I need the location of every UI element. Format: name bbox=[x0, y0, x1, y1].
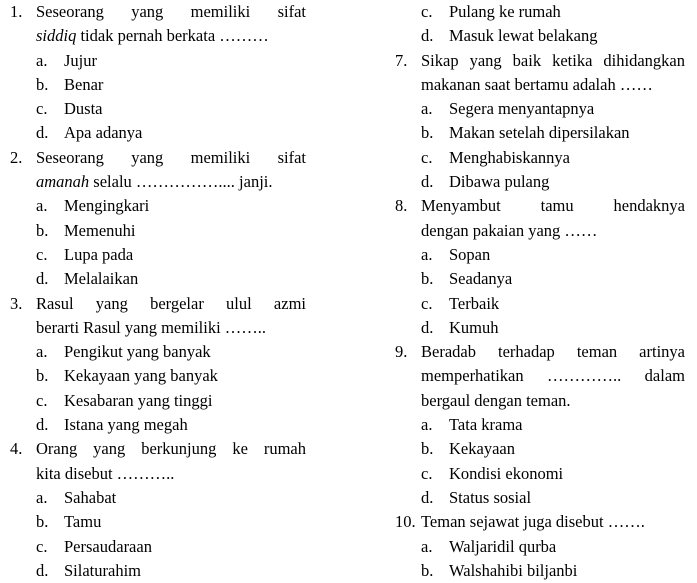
option-letter: d. bbox=[421, 172, 434, 192]
option-letter: b. bbox=[421, 560, 434, 580]
question-9-option-b[interactable] bbox=[395, 437, 685, 461]
question-9-option-a[interactable] bbox=[395, 413, 685, 437]
option-text: Makan setelah dipersilakan bbox=[449, 123, 630, 143]
question-3-option-d[interactable] bbox=[10, 413, 306, 437]
option-text: Masuk lewat belakang bbox=[449, 26, 598, 46]
question-2-text-2: selalu …………….... janji. bbox=[89, 172, 273, 192]
option-letter: b. bbox=[421, 123, 434, 143]
option-text: Kumuh bbox=[449, 317, 499, 337]
option-letter: c. bbox=[36, 244, 48, 264]
question-3-number: 3. bbox=[10, 293, 23, 313]
option-text: Seadanya bbox=[449, 269, 513, 289]
right-column bbox=[395, 0, 685, 583]
option-letter: b. bbox=[36, 512, 49, 532]
question-9-text-1: Beradab terhadap teman artinya bbox=[421, 342, 685, 362]
option-letter: a. bbox=[421, 99, 433, 119]
option-text: Benar bbox=[64, 74, 104, 94]
question-7-text-2: makanan saat bertamu adalah …… bbox=[421, 74, 653, 94]
option-text: Istana yang megah bbox=[64, 415, 188, 435]
question-2-italic-term: amanah bbox=[36, 172, 90, 192]
option-letter: a. bbox=[36, 487, 48, 507]
question-4-option-a[interactable] bbox=[10, 486, 306, 510]
option-text: Lupa pada bbox=[64, 244, 134, 264]
option-letter: a. bbox=[36, 50, 48, 70]
option-letter: b. bbox=[36, 366, 49, 386]
option-text: Dusta bbox=[64, 99, 103, 119]
option-text: Terbaik bbox=[449, 293, 500, 313]
option-letter: a. bbox=[421, 244, 433, 264]
question-9-text-2: memperhatikan ………….. dalam bbox=[421, 366, 685, 386]
option-letter: d. bbox=[36, 123, 49, 143]
option-letter: d. bbox=[36, 415, 49, 435]
question-6-option-c[interactable] bbox=[395, 0, 685, 24]
question-4-line-1 bbox=[10, 437, 306, 461]
question-8-option-a[interactable] bbox=[395, 243, 685, 267]
option-text: Tamu bbox=[64, 512, 102, 532]
question-10-text-1: Teman sejawat juga disebut ……. bbox=[421, 512, 645, 532]
question-3-line-2 bbox=[10, 316, 266, 340]
question-7-number: 7. bbox=[395, 50, 408, 70]
question-1-text-1: Seseorang yang memiliki sifat bbox=[36, 2, 306, 21]
question-8-line-1 bbox=[395, 194, 685, 218]
question-1-option-d[interactable] bbox=[10, 121, 306, 145]
question-1-option-c[interactable] bbox=[10, 97, 306, 121]
option-text: Status sosial bbox=[449, 487, 532, 507]
question-9-line-3 bbox=[395, 389, 571, 413]
question-1-option-a[interactable] bbox=[10, 49, 306, 73]
question-4-option-c[interactable] bbox=[10, 535, 306, 559]
question-2-option-b[interactable] bbox=[10, 219, 306, 243]
option-text: Melalaikan bbox=[64, 269, 139, 289]
question-6-option-d[interactable] bbox=[395, 24, 685, 48]
question-2-number: 2. bbox=[10, 147, 23, 167]
question-2-line-1 bbox=[10, 146, 306, 170]
question-1-number: 1. bbox=[10, 2, 23, 21]
option-text: Kondisi ekonomi bbox=[449, 463, 564, 483]
question-4-number: 4. bbox=[10, 439, 23, 459]
option-text: Mengingkari bbox=[64, 196, 150, 216]
option-text: Walshahibi biljanbi bbox=[449, 560, 578, 580]
question-3-text-1: Rasul yang bergelar ulul azmi bbox=[36, 293, 306, 313]
question-2-option-d[interactable] bbox=[10, 267, 306, 291]
option-letter: d. bbox=[421, 317, 434, 337]
option-text: Kesabaran yang tinggi bbox=[64, 390, 213, 410]
option-letter: a. bbox=[421, 536, 433, 556]
option-letter: c. bbox=[421, 2, 433, 21]
option-letter: b. bbox=[421, 269, 434, 289]
option-letter: d. bbox=[421, 487, 434, 507]
option-letter: b. bbox=[421, 439, 434, 459]
option-text: Waljaridil qurba bbox=[449, 536, 557, 556]
option-text: Tata krama bbox=[449, 415, 523, 435]
question-2-option-c[interactable] bbox=[10, 243, 306, 267]
option-text: Jujur bbox=[64, 50, 97, 70]
option-text: Menghabiskannya bbox=[449, 147, 570, 167]
option-letter: c. bbox=[36, 536, 48, 556]
option-letter: a. bbox=[421, 415, 433, 435]
option-text: Sopan bbox=[449, 244, 491, 264]
option-letter: d. bbox=[36, 560, 49, 580]
question-7-option-b[interactable] bbox=[395, 121, 685, 145]
question-7-option-c[interactable] bbox=[395, 146, 685, 170]
question-2-option-a[interactable] bbox=[10, 194, 306, 218]
question-1-text-2: tidak pernah berkata ……… bbox=[76, 26, 269, 46]
question-4-option-d[interactable] bbox=[10, 559, 306, 583]
left-column bbox=[10, 0, 306, 583]
option-letter: c. bbox=[36, 390, 48, 410]
question-8-text-1: Menyambut tamu hendaknya bbox=[421, 196, 685, 216]
question-8-option-d[interactable] bbox=[395, 316, 685, 340]
question-7-option-d[interactable] bbox=[395, 170, 685, 194]
option-text: Silaturahim bbox=[64, 560, 141, 580]
question-10-number: 10. bbox=[395, 512, 416, 532]
question-10-line-1 bbox=[395, 510, 685, 534]
option-letter: c. bbox=[421, 147, 433, 167]
question-4-text-1: Orang yang berkunjung ke rumah bbox=[36, 439, 306, 459]
option-text: Kekayaan yang banyak bbox=[64, 366, 218, 386]
question-3-option-b[interactable] bbox=[10, 364, 306, 388]
option-text: Memenuhi bbox=[64, 220, 136, 240]
question-9-number: 9. bbox=[395, 342, 408, 362]
option-text: Persaudaraan bbox=[64, 536, 152, 556]
option-letter: d. bbox=[421, 26, 434, 46]
question-2-text-1: Seseorang yang memiliki sifat bbox=[36, 147, 306, 167]
question-9-option-c[interactable] bbox=[395, 462, 685, 486]
question-8-text-2: dengan pakaian yang …… bbox=[421, 220, 598, 240]
option-text: Sahabat bbox=[64, 487, 117, 507]
question-7-option-a[interactable] bbox=[395, 97, 685, 121]
question-9-line-2 bbox=[395, 364, 685, 388]
question-9-option-d[interactable] bbox=[395, 486, 685, 510]
option-letter: c. bbox=[421, 463, 433, 483]
option-letter: b. bbox=[36, 74, 49, 94]
question-4-line-2 bbox=[10, 462, 174, 486]
question-8-option-c[interactable] bbox=[395, 292, 685, 316]
question-3-option-c[interactable] bbox=[10, 389, 306, 413]
option-text: Dibawa pulang bbox=[449, 172, 550, 192]
question-4-option-b[interactable] bbox=[10, 510, 306, 534]
question-7-line-1 bbox=[395, 49, 685, 73]
option-text: Kekayaan bbox=[449, 439, 515, 459]
question-1-line-1 bbox=[10, 0, 306, 24]
option-text: Apa adanya bbox=[64, 123, 143, 143]
option-letter: d. bbox=[36, 269, 49, 289]
question-3-option-a[interactable] bbox=[10, 340, 306, 364]
question-8-number: 8. bbox=[395, 196, 408, 216]
question-3-line-1 bbox=[10, 292, 306, 316]
option-text: Pengikut yang banyak bbox=[64, 342, 211, 362]
question-4-text-2: kita disebut ……….. bbox=[36, 463, 175, 483]
question-8-line-2 bbox=[395, 219, 597, 243]
question-9-line-1 bbox=[395, 340, 685, 364]
question-9-text-3: bergaul dengan teman. bbox=[421, 390, 571, 410]
option-letter: b. bbox=[36, 220, 49, 240]
option-letter: a. bbox=[36, 342, 48, 362]
option-text: Pulang ke rumah bbox=[449, 2, 561, 21]
question-10-option-b[interactable] bbox=[395, 559, 685, 583]
question-8-option-b[interactable] bbox=[395, 267, 685, 291]
question-7-line-2 bbox=[395, 73, 653, 97]
option-letter: c. bbox=[36, 99, 48, 119]
question-1-italic-term: siddiq bbox=[36, 26, 77, 46]
option-letter: a. bbox=[36, 196, 48, 216]
question-10-option-a[interactable] bbox=[395, 535, 685, 559]
question-1-line-2 bbox=[10, 24, 269, 48]
question-2-line-2 bbox=[10, 170, 273, 194]
question-3-text-2: berarti Rasul yang memiliki …….. bbox=[36, 317, 267, 337]
question-1-option-b[interactable] bbox=[10, 73, 306, 97]
option-letter: c. bbox=[421, 293, 433, 313]
question-7-text-1: Sikap yang baik ketika dihidangkan bbox=[421, 50, 685, 70]
option-text: Segera menyantapnya bbox=[449, 99, 595, 119]
